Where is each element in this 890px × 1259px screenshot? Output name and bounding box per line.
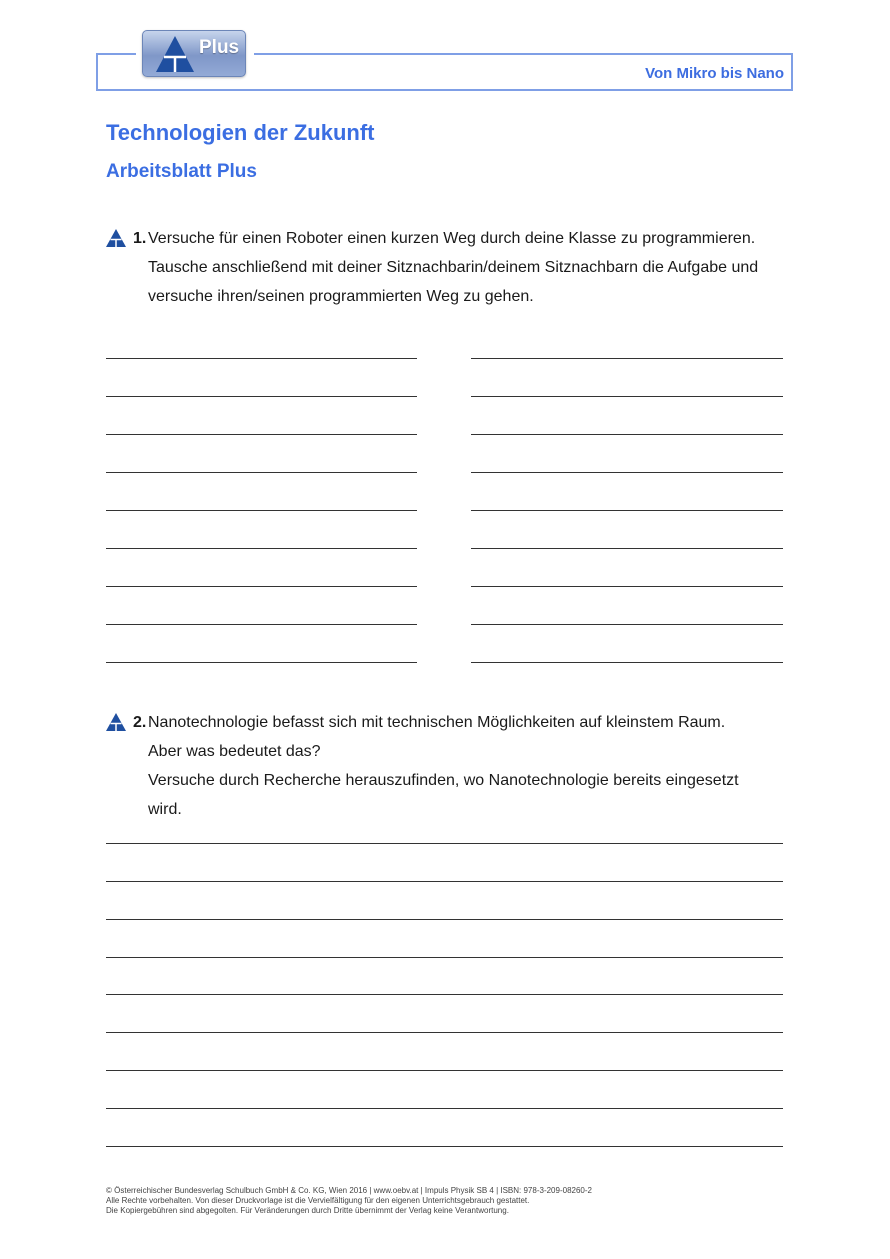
answer-line xyxy=(106,1070,783,1071)
answer-line xyxy=(471,548,783,549)
task-text-line: Aber was bedeutet das? xyxy=(148,743,321,760)
task-text-line: wird. xyxy=(148,801,182,818)
triangle-icon xyxy=(106,713,126,731)
answer-line xyxy=(106,957,783,958)
answer-line xyxy=(106,434,417,435)
task-text-line: Nanotechnologie befasst sich mit technischen Möglichkeiten auf kleinstem Raum. xyxy=(148,714,726,731)
answer-line xyxy=(471,358,783,359)
footer xyxy=(106,1186,592,1216)
task-text-line: Tausche anschließend mit deiner Sitznachbarin/deinem Sitznachbarn die Aufgabe und xyxy=(148,259,759,276)
triangle-icon xyxy=(106,229,126,247)
triangle-logo-icon xyxy=(155,35,195,73)
task-number: 1. xyxy=(133,230,147,247)
footer-rights: Alle Rechte vorbehalten. Von dieser Druckvorlage ist die Vervielfältigung für den eigenen Unterrichtsgebrauch gestattet. xyxy=(106,1196,530,1205)
answer-line xyxy=(106,1146,783,1147)
answer-line xyxy=(471,434,783,435)
answer-line xyxy=(106,472,417,473)
task-text-line: versuche ihren/seinen programmierten Weg zu gehen. xyxy=(148,288,534,305)
answer-line xyxy=(106,358,417,359)
page-title: Technologien der Zukunft xyxy=(106,120,375,145)
answer-line xyxy=(106,881,783,882)
answer-line xyxy=(106,624,417,625)
plus-logo xyxy=(142,30,246,77)
answer-line xyxy=(471,662,783,663)
answer-line xyxy=(106,1032,783,1033)
answer-line xyxy=(106,548,417,549)
answer-line xyxy=(106,994,783,995)
task-text-line: Versuche durch Recherche herauszufinden, wo Nanotechnologie bereits eingesetzt xyxy=(148,772,739,789)
footer-copyright: © Österreichischer Bundesverlag Schulbuch GmbH & Co. KG, Wien 2016 | www.oebv.at | Impuls Physik SB 4 | ISBN: 978-3-209-08260-2 xyxy=(106,1186,592,1195)
answer-line xyxy=(106,396,417,397)
answer-line xyxy=(106,510,417,511)
answer-line xyxy=(471,510,783,511)
answer-line xyxy=(106,586,417,587)
answer-line xyxy=(471,472,783,473)
answer-line xyxy=(106,662,417,663)
answer-line xyxy=(106,919,783,920)
series-title: Von Mikro bis Nano xyxy=(645,65,784,82)
answer-line xyxy=(106,843,783,844)
logo-label: Plus xyxy=(199,37,240,58)
answer-line xyxy=(106,1108,783,1109)
task-number: 2. xyxy=(133,714,147,731)
page-subtitle: Arbeitsblatt Plus xyxy=(106,161,257,182)
answer-line xyxy=(471,396,783,397)
answer-line xyxy=(471,624,783,625)
footer-disclaimer: Die Kopiergebühren sind abgegolten. Für Veränderungen durch Dritte übernimmt der Verlag keine Verantwortung. xyxy=(106,1206,509,1215)
task-text-line: Versuche für einen Roboter einen kurzen Weg durch deine Klasse zu programmieren. xyxy=(148,230,756,247)
answer-line xyxy=(471,586,783,587)
